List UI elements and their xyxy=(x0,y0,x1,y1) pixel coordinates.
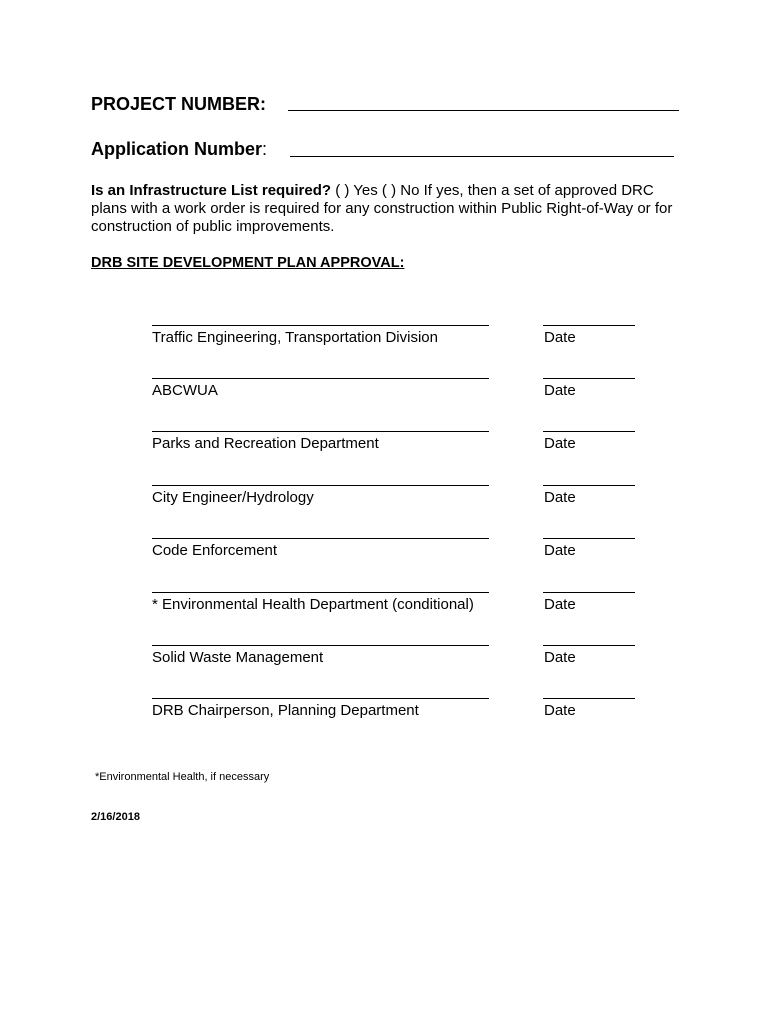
signature-row-drb-chairperson xyxy=(0,698,770,738)
date-label: Date xyxy=(544,702,576,719)
signature-row-environmental-health xyxy=(0,592,770,632)
signature-row-city-engineer xyxy=(0,485,770,525)
signature-label: Parks and Recreation Department xyxy=(152,435,379,452)
signature-label: DRB Chairperson, Planning Department xyxy=(152,702,419,719)
footnote: *Environmental Health, if necessary xyxy=(95,771,270,783)
date-label: Date xyxy=(544,489,576,506)
date-line[interactable] xyxy=(543,698,635,699)
signature-row-code-enforcement xyxy=(0,538,770,578)
signature-label: ABCWUA xyxy=(152,382,218,399)
infrastructure-question-label: Is an Infrastructure List required? xyxy=(91,182,332,199)
date-label: Date xyxy=(544,542,576,559)
date-label: Date xyxy=(544,649,576,666)
date-line[interactable] xyxy=(543,325,635,326)
signature-line[interactable] xyxy=(152,485,489,486)
signature-row-parks-recreation xyxy=(0,431,770,471)
signature-line[interactable] xyxy=(152,538,489,539)
infrastructure-question-text: ( ) Yes ( ) No If yes, then a set of approved DRC plans with a work order is required for any construction within Public Right-of-Way or for construction of public improvements. xyxy=(91,182,673,235)
date-label: Date xyxy=(544,382,576,399)
signature-label: * Environmental Health Department (conditional) xyxy=(152,596,474,613)
date-label: Date xyxy=(544,596,576,613)
date-line[interactable] xyxy=(543,431,635,432)
signature-label: Code Enforcement xyxy=(152,542,278,559)
infrastructure-question xyxy=(91,182,691,236)
signature-label: Solid Waste Management xyxy=(152,649,324,666)
signature-label: Traffic Engineering, Transportation Division xyxy=(152,329,438,346)
date-line[interactable] xyxy=(543,485,635,486)
application-number-label: Application Number: xyxy=(91,139,268,159)
date-line[interactable] xyxy=(543,645,635,646)
signature-line[interactable] xyxy=(152,325,489,326)
signature-line[interactable] xyxy=(152,592,489,593)
date-line[interactable] xyxy=(543,378,635,379)
signature-line[interactable] xyxy=(152,645,489,646)
project-number-field[interactable] xyxy=(288,110,679,111)
signature-label: City Engineer/Hydrology xyxy=(152,489,314,506)
document-date: 2/16/2018 xyxy=(91,811,140,823)
project-number-label: PROJECT NUMBER: xyxy=(91,94,267,114)
date-label: Date xyxy=(544,435,576,452)
section-title: DRB SITE DEVELOPMENT PLAN APPROVAL: xyxy=(91,255,405,271)
date-line[interactable] xyxy=(543,592,635,593)
date-label: Date xyxy=(544,329,576,346)
date-line[interactable] xyxy=(543,538,635,539)
signature-line[interactable] xyxy=(152,378,489,379)
signature-row-abcwua xyxy=(0,378,770,418)
signature-row-traffic-engineering xyxy=(0,325,770,365)
application-number-field[interactable] xyxy=(290,156,674,157)
signature-line[interactable] xyxy=(152,698,489,699)
signature-row-solid-waste xyxy=(0,645,770,685)
signature-line[interactable] xyxy=(152,431,489,432)
